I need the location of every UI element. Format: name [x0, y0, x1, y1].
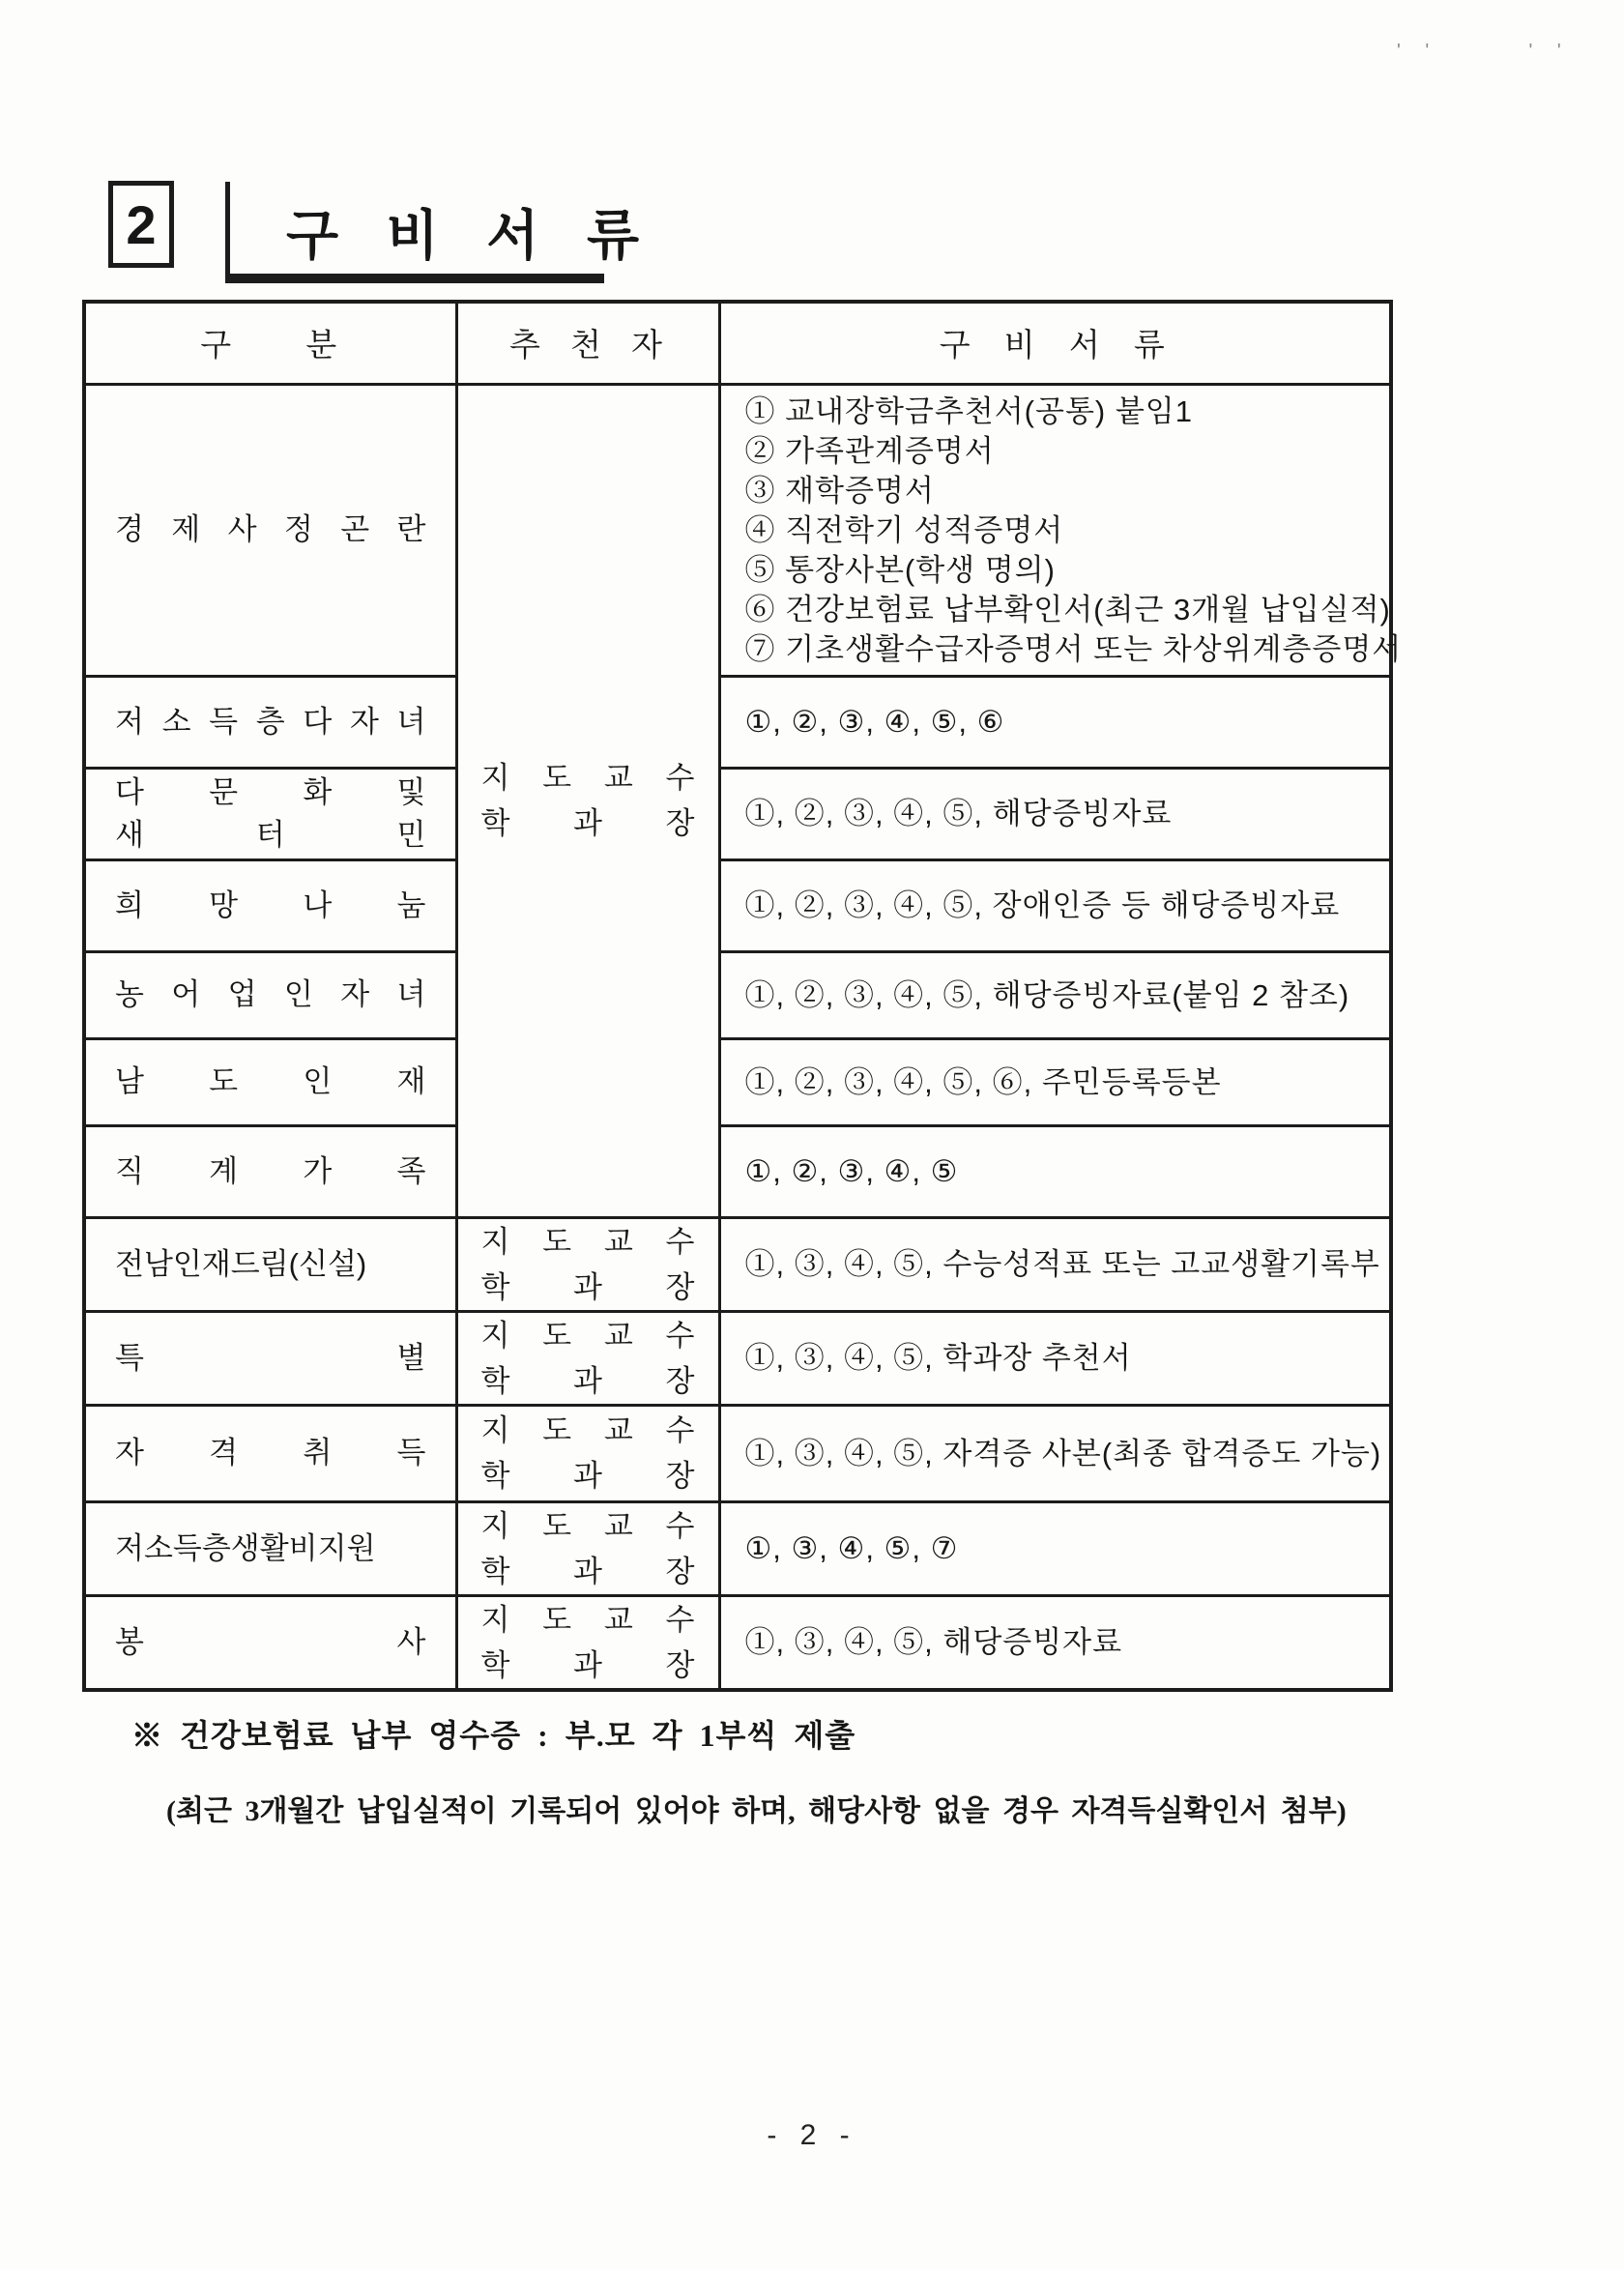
table-row-hope-sharing [84, 859, 1391, 951]
header-documents: 구 비 서 류 [719, 302, 1391, 384]
document-line: ④ 직전학기 성적증명서 [744, 512, 1064, 547]
category-cell [84, 1038, 456, 1125]
category-cell [84, 1311, 456, 1405]
document-line: ③ 재학증명서 [744, 473, 935, 508]
category-cell [84, 1125, 456, 1217]
recommender-label: 학 과 장 [480, 1269, 695, 1304]
documents-cell [719, 1311, 1391, 1405]
documents-cell [719, 1217, 1391, 1311]
document-line: ①, ②, ③, ④, ⑤, ⑥ [744, 705, 1005, 739]
category-label-line2: 새 터 민 [115, 817, 426, 852]
documents-cell [719, 1595, 1391, 1690]
document-line: ①, ③, ④, ⑤, ⑦ [744, 1531, 959, 1565]
category-label: 경 제 사 정 곤 란 [115, 512, 426, 546]
table-row-low-income-multichild [84, 676, 1391, 768]
document-line: ①, ③, ④, ⑤, 해당증빙자료 [744, 1625, 1123, 1659]
category-label: 직 계 가 족 [115, 1153, 426, 1188]
document-line: ①, ③, ④, ⑤, 학과장 추천서 [744, 1341, 1132, 1375]
documents-cell [719, 1038, 1391, 1125]
document-line: ①, ②, ③, ④, ⑤, ⑥, 주민등록등본 [744, 1064, 1222, 1099]
document-line: ⑤ 통장사본(학생 명의) [744, 552, 1056, 587]
table-header-row [84, 302, 1391, 384]
section-number: 2 [126, 193, 157, 255]
category-cell [84, 1405, 456, 1501]
table-row-economic-hardship [84, 384, 1391, 676]
documents-cell [719, 1125, 1391, 1217]
category-label: 특 별 [115, 1340, 426, 1375]
documents-cell [719, 1501, 1391, 1595]
category-cell [84, 859, 456, 951]
documents-cell [719, 1405, 1391, 1501]
recommender-cell [456, 1501, 719, 1595]
section-number-box [108, 181, 174, 268]
recommender-label: 지 도 교 수 [480, 1413, 695, 1447]
category-cell [84, 1217, 456, 1311]
recommender-label: 지 도 교 수 [480, 1508, 695, 1543]
section-title: 구 비 서 류 [286, 205, 650, 266]
document-line: ①, ②, ③, ④, ⑤, 장애인증 등 해당증빙자료 [744, 888, 1341, 922]
category-label: 봉 사 [115, 1624, 426, 1659]
table-row-immediate-family [84, 1125, 1391, 1217]
table-row-farming-fishing-child [84, 951, 1391, 1038]
category-cell [84, 384, 456, 676]
table-row-certification [84, 1405, 1391, 1501]
category-cell [84, 951, 456, 1038]
recommender-label: 학 과 장 [480, 1554, 695, 1588]
category-label: 남 도 인 재 [115, 1064, 426, 1098]
recommender-label: 지 도 교 수 [480, 761, 695, 795]
table-row-special [84, 1311, 1391, 1405]
document-line: ⑥ 건강보험료 납부확인서(최근 3개월 납입실적) [744, 592, 1391, 626]
category-cell [84, 1501, 456, 1595]
category-cell [84, 768, 456, 859]
category-label: 저 소 득 층 다 자 녀 [115, 704, 426, 739]
recommender-label: 학 과 장 [480, 1647, 695, 1682]
header-recommender: 추 천 자 [456, 302, 719, 384]
table-row-namdo-talent [84, 1038, 1391, 1125]
recommender-label: 학 과 장 [480, 1459, 695, 1493]
table-row-multicultural [84, 768, 1391, 859]
table-row-volunteer [84, 1595, 1391, 1690]
recommender-cell [456, 1217, 719, 1311]
recommender-cell [456, 1595, 719, 1690]
table-row-low-income-living-support [84, 1501, 1391, 1595]
category-label: 농 어 업 인 자 녀 [115, 977, 426, 1011]
document-line: ② 가족관계증명서 [744, 433, 995, 468]
category-label: 다 문 화 및 [115, 774, 426, 809]
recommender-label: 학 과 장 [480, 1363, 695, 1398]
document-line: ①, ③, ④, ⑤, 자격증 사본(최종 합격증도 가능) [744, 1436, 1382, 1470]
documents-cell [719, 384, 1403, 676]
document-line: ① 교내장학금추천서(공통) 붙임1 [744, 393, 1193, 428]
documents-cell [719, 859, 1391, 951]
category-label: 전남인재드림(신설) [115, 1246, 367, 1281]
document-line: ①, ②, ③, ④, ⑤ [744, 1154, 959, 1188]
recommender-label: 학 과 장 [480, 806, 695, 840]
required-documents-table [82, 300, 1403, 1692]
category-cell [84, 1595, 456, 1690]
document-line: ①, ②, ③, ④, ⑤, 해당증빙자료(붙임 2 참조) [744, 977, 1350, 1012]
footnote-health-insurance: ※ 건강보험료 납부 영수증 : 부.모 각 1부씩 제출 [131, 1718, 856, 1753]
documents-cell [719, 676, 1391, 768]
recommender-cell-merged [456, 384, 719, 1217]
title-underline [225, 274, 604, 283]
documents-cell [719, 951, 1391, 1038]
recommender-label: 지 도 교 수 [480, 1318, 695, 1353]
table-row-jeonnam-talent-dream [84, 1217, 1391, 1311]
title-vertical-rule [225, 182, 230, 282]
documents-cell [719, 768, 1391, 859]
recommender-label: 지 도 교 수 [480, 1224, 695, 1259]
document-line: ①, ②, ③, ④, ⑤, 해당증빙자료 [744, 797, 1173, 830]
scan-artifact-marks: ' ' ' ' [1397, 41, 1571, 62]
header-category: 구 분 [84, 302, 456, 384]
document-line: ⑦ 기초생활수급자증명서 또는 차상위계층증명서 [744, 631, 1403, 666]
recommender-cell [456, 1405, 719, 1501]
category-label: 자 격 취 득 [115, 1436, 426, 1470]
category-label: 희 망 나 눔 [115, 888, 426, 922]
recommender-label: 지 도 교 수 [480, 1602, 695, 1637]
category-cell [84, 676, 456, 768]
category-label: 저소득층생활비지원 [115, 1530, 376, 1565]
recommender-cell [456, 1311, 719, 1405]
page-number: - 2 - [767, 2119, 857, 2151]
footnote-health-insurance-detail: (최근 3개월간 납입실적이 기록되어 있어야 하며, 해당사항 없을 경우 자격득실확인서 첨부) [166, 1795, 1347, 1827]
document-line: ①, ③, ④, ⑤, 수능성적표 또는 고교생활기록부 [744, 1247, 1380, 1281]
